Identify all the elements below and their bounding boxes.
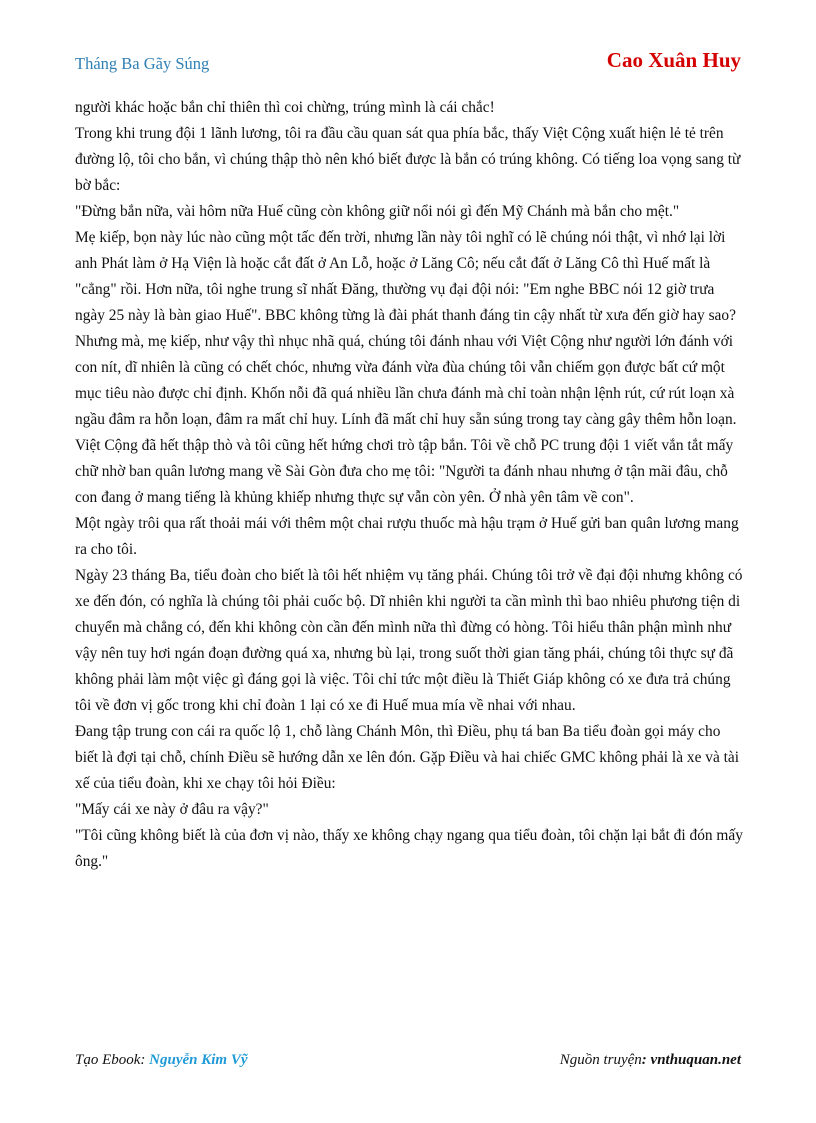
paragraph: Một ngày trôi qua rất thoải mái với thêm một chai rượu thuốc mà hậu trạm ở Huế gửi ban quân lương mang ra cho tôi. — [75, 515, 739, 558]
page-body — [75, 95, 745, 875]
source-name: vnthuquan.net — [650, 1052, 741, 1068]
paragraph: Mẹ kiếp, bọn này lúc nào cũng một tấc đến trời, nhưng lần này tôi nghĩ có lẽ chúng nói thật, vì nhớ lại lời anh Phát làm ở Hạ Viện là hoặc cắt đất ở An Lỗ, hoặc ở Lăng Cô; nếu cắt đất ở Lăng Cô thì Huế mất là "cẳng" rồi. Hơn nữa, tôi nghe trung sĩ nhất Đăng, thường vụ đại đội nói: "Em nghe BBC nói 12 giờ trưa ngày 25 này là bàn giao Huế". BBC không từng là đài phát thanh đáng tin cậy nhất từ xưa đến giờ hay sao? — [75, 229, 736, 324]
paragraph: "Đừng bắn nữa, vài hôm nữa Huế cũng còn không giữ nổi nói gì đến Mỹ Chánh mà bắn cho mệt." — [75, 203, 680, 220]
paragraph: Đang tập trung con cái ra quốc lộ 1, chỗ làng Chánh Môn, thì Điều, phụ tá ban Ba tiểu đoàn gọi máy cho biết là đợi tại chỗ, chính Điều sẽ hướng dẫn xe lên đón. Gặp Điều và hai chiếc GMC không phải là xe và tài xế của tiểu đoàn, khi xe chạy tôi hỏi Điều: — [75, 723, 740, 792]
ebook-creator — [75, 1052, 248, 1069]
source-label: Nguồn truyện — [559, 1052, 642, 1068]
paragraph: Việt Cộng đã hết thập thò và tôi cũng hết hứng chơi trò tập bắn. Tôi về chỗ PC trung đội 1 viết vắn tắt mấy chữ nhờ ban quân lương mang về Sài Gòn đưa cho mẹ tôi: "Người ta đánh nhau nhưng ở tận mãi đâu, chỗ con đang ở mang tiếng là khủng khiếp nhưng thực sự vẫn còn yên. Ở nhà yên tâm về con". — [75, 437, 734, 506]
paragraph: Trong khi trung đội 1 lãnh lương, tôi ra đầu cầu quan sát qua phía bắc, thấy Việt Cộng xuất hiện lẻ tẻ trên đường lộ, tôi cho bắn, vì chúng thập thò nên khó biết được là bắn có trúng không. Có tiếng loa vọng sang từ bờ bắc: — [75, 125, 741, 194]
author-name: Cao Xuân Huy — [606, 48, 741, 72]
creator-separator: : — [140, 1052, 150, 1068]
paragraph: "Tôi cũng không biết là của đơn vị nào, thấy xe không chạy ngang qua tiểu đoàn, tôi chặn lại bắt đi đón mấy ông." — [75, 827, 743, 870]
page-footer — [75, 1052, 741, 1076]
paragraph: Nhưng mà, mẹ kiếp, như vậy thì nhục nhã quá, chúng tôi đánh nhau với Việt Cộng như người lớn đánh với con nít, dĩ nhiên là cũng có chết chóc, nhưng vừa đánh vừa đùa chúng tôi vẫn chiếm gọn được bất cứ một mục tiêu nào được chỉ định. Khốn nỗi đã quá nhiều lần chưa đánh mà chỉ toàn nhận lệnh rút, cứ rút loạn xà ngầu đâm ra hỗn loạn, đâm ra mất chỉ huy. Lính đã mất chỉ huy sẵn súng trong tay càng gây thêm hỗn loạn. — [75, 333, 737, 428]
creator-label: Tạo Ebook — [75, 1052, 141, 1068]
paragraph: người khác hoặc bắn chỉ thiên thì coi chừng, trúng mình là cái chắc! — [75, 99, 495, 116]
book-title: Tháng Ba Gãy Súng — [75, 54, 210, 73]
paragraph: "Mấy cái xe này ở đâu ra vậy?" — [75, 801, 269, 818]
page-header — [75, 48, 741, 78]
source-separator: : — [641, 1052, 651, 1068]
story-source — [560, 1052, 741, 1069]
paragraph: Ngày 23 tháng Ba, tiểu đoàn cho biết là tôi hết nhiệm vụ tăng phái. Chúng tôi trở về đại đội nhưng không có xe đến đón, có nghĩa là chúng tôi phải cuốc bộ. Dĩ nhiên khi người ta cần mình thì bao nhiêu phương tiện di chuyển mà chẳng có, đến khi không còn cần đến mình nữa thì đừng có hòng. Tôi hiểu thân phận mình như vậy nên tuy hơi ngán đoạn đường quá xa, nhưng bù lại, trong suốt thời gian tăng phái, chúng tôi thực sự đã không phải làm một việc gì đáng gọi là việc. Tôi chỉ tức một điều là Thiết Giáp không có xe đưa trả chúng tôi về đơn vị gốc trong khi chỉ đoàn 1 lại có xe đi Huế mua mía về nhai với nhau. — [75, 567, 743, 714]
creator-name: Nguyễn Kim Vỹ — [149, 1052, 248, 1068]
